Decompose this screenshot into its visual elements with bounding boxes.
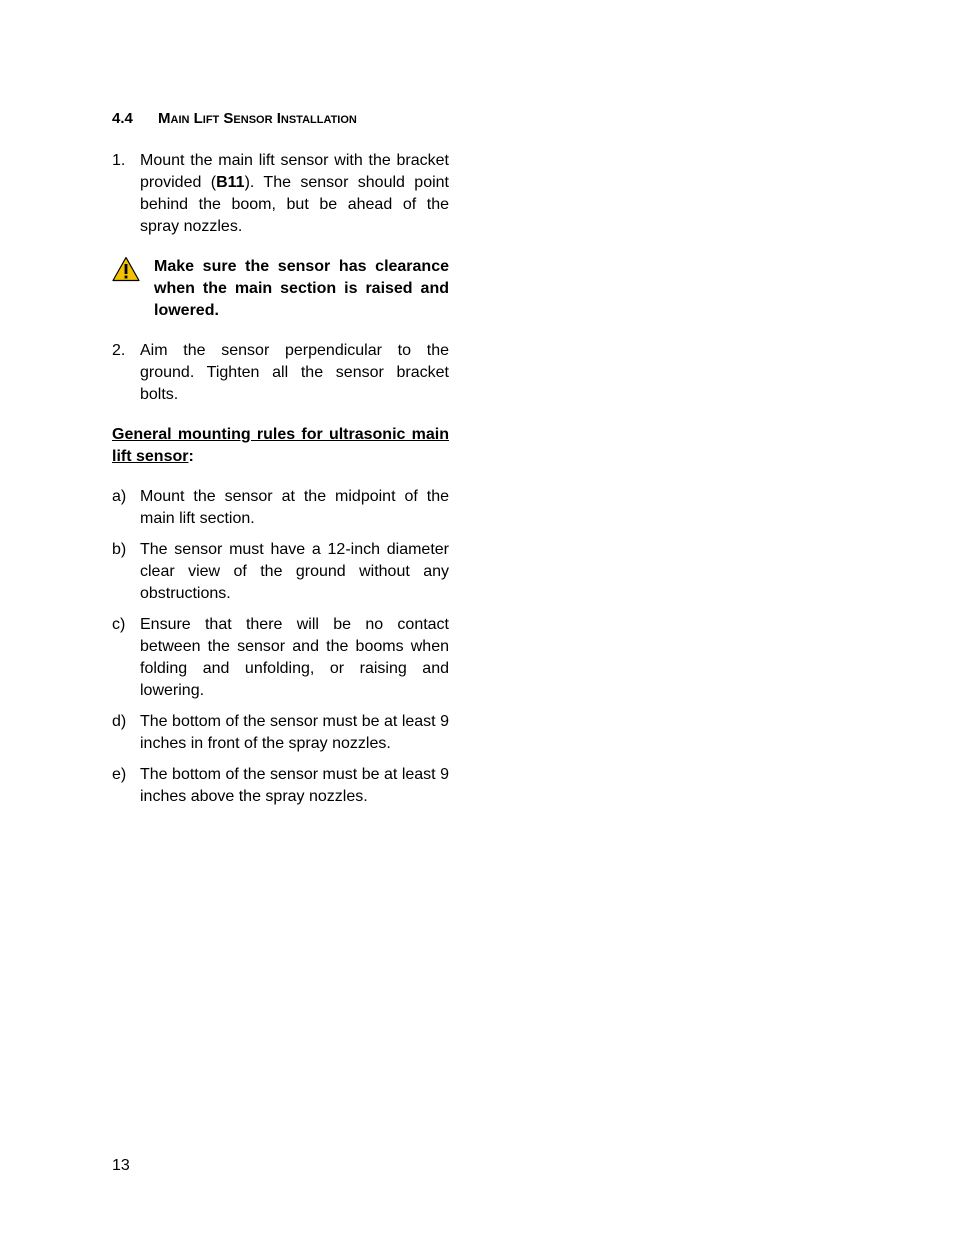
section-heading — [112, 108, 449, 130]
rule-text: Mount the sensor at the midpoint of the main lift section. — [140, 488, 449, 527]
rule-marker: e) — [112, 766, 127, 783]
rules-heading-suffix: : — [188, 448, 194, 465]
section-number: 4.4 — [112, 110, 133, 127]
bracket-code: B11 — [216, 174, 245, 191]
rule-marker: c) — [112, 616, 126, 633]
rules-heading — [112, 424, 449, 468]
step-marker: 1. — [112, 152, 126, 169]
rule-marker: d) — [112, 713, 127, 730]
rule-text: The bottom of the sensor must be at least 9 inches above the spray nozzles. — [140, 766, 449, 805]
section-title: Main Lift Sensor Installation — [158, 110, 357, 127]
warning-icon-wrap — [112, 256, 154, 322]
rule-marker: b) — [112, 541, 127, 558]
step-text — [140, 150, 449, 238]
step-item — [112, 150, 449, 238]
rules-heading-text: General mounting rules for ultrasonic main lift sensor — [112, 426, 449, 465]
rule-item — [112, 539, 449, 605]
rule-text: The bottom of the sensor must be at least 9 inches in front of the spray nozzles. — [140, 713, 449, 752]
rule-marker: a) — [112, 488, 127, 505]
warning-triangle-icon — [112, 256, 140, 282]
step-text-before: Mount the main lift sensor with the bracket provided ( — [140, 152, 449, 191]
document-column — [112, 108, 449, 817]
step-item — [112, 340, 449, 406]
rule-item — [112, 711, 449, 755]
rule-item — [112, 486, 449, 530]
step-marker: 2. — [112, 342, 126, 359]
warning-text: Make sure the sensor has clearance when the main section is raised and lowered. — [154, 258, 449, 319]
page-number: 13 — [112, 1157, 130, 1174]
rule-item — [112, 764, 449, 808]
rule-item — [112, 614, 449, 702]
rule-text: The sensor must have a 12-inch diameter clear view of the ground without any obstructions. — [140, 541, 449, 602]
warning-note — [112, 256, 449, 322]
step-text: Aim the sensor perpendicular to the ground. Tighten all the sensor bracket bolts. — [140, 342, 449, 403]
rule-text: Ensure that there will be no contact between the sensor and the booms when folding and unfolding, or raising and lowering. — [140, 616, 449, 699]
step-text-after: ). The sensor should point behind the boom, but be ahead of the spray nozzles. — [140, 174, 450, 235]
